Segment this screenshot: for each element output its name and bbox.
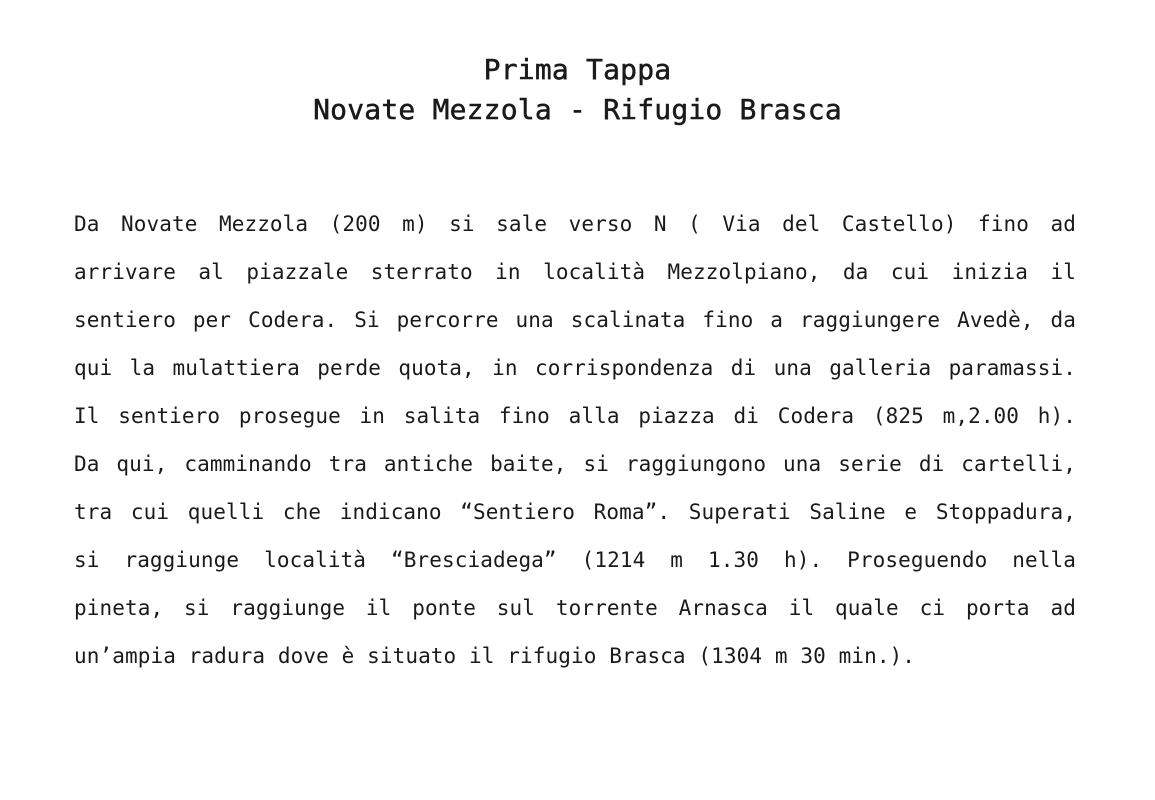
paragraph-line: qui la mulattiera perde quota, in corrispondenza di una galleria paramassi. <box>74 356 1076 380</box>
page-title: Prima Tappa <box>483 53 672 86</box>
paragraph-line: pineta, si raggiunge il ponte sul torrente Arnasca il quale ci porta ad <box>74 596 1076 620</box>
paragraph-line: arrivare al piazzale sterrato in località Mezzolpiano, da cui inizia il <box>74 260 1076 284</box>
page-subtitle: Novate Mezzola - Rifugio Brasca <box>313 93 842 126</box>
paragraph-line: tra cui quelli che indicano “Sentiero Roma”. Superati Saline e Stoppadura, <box>74 500 1076 524</box>
title-block <box>0 50 1155 130</box>
paragraph-line: Da qui, camminando tra antiche baite, si raggiungono una serie di cartelli, <box>74 452 1076 476</box>
paragraph-line: un’ampia radura dove è situato il rifugio Brasca (1304 m 30 min.). <box>74 644 916 668</box>
paragraph-line: Il sentiero prosegue in salita fino alla piazza di Codera (825 m,2.00 h). <box>74 404 1076 428</box>
body-paragraph <box>74 200 1076 680</box>
paragraph-line: sentiero per Codera. Si percorre una scalinata fino a raggiungere Avedè, da <box>74 308 1076 332</box>
paragraph-line: Da Novate Mezzola (200 m) si sale verso N ( Via del Castello) fino ad <box>74 212 1076 236</box>
paragraph-line: si raggiunge località “Bresciadega” (1214 m 1.30 h). Proseguendo nella <box>74 548 1076 572</box>
